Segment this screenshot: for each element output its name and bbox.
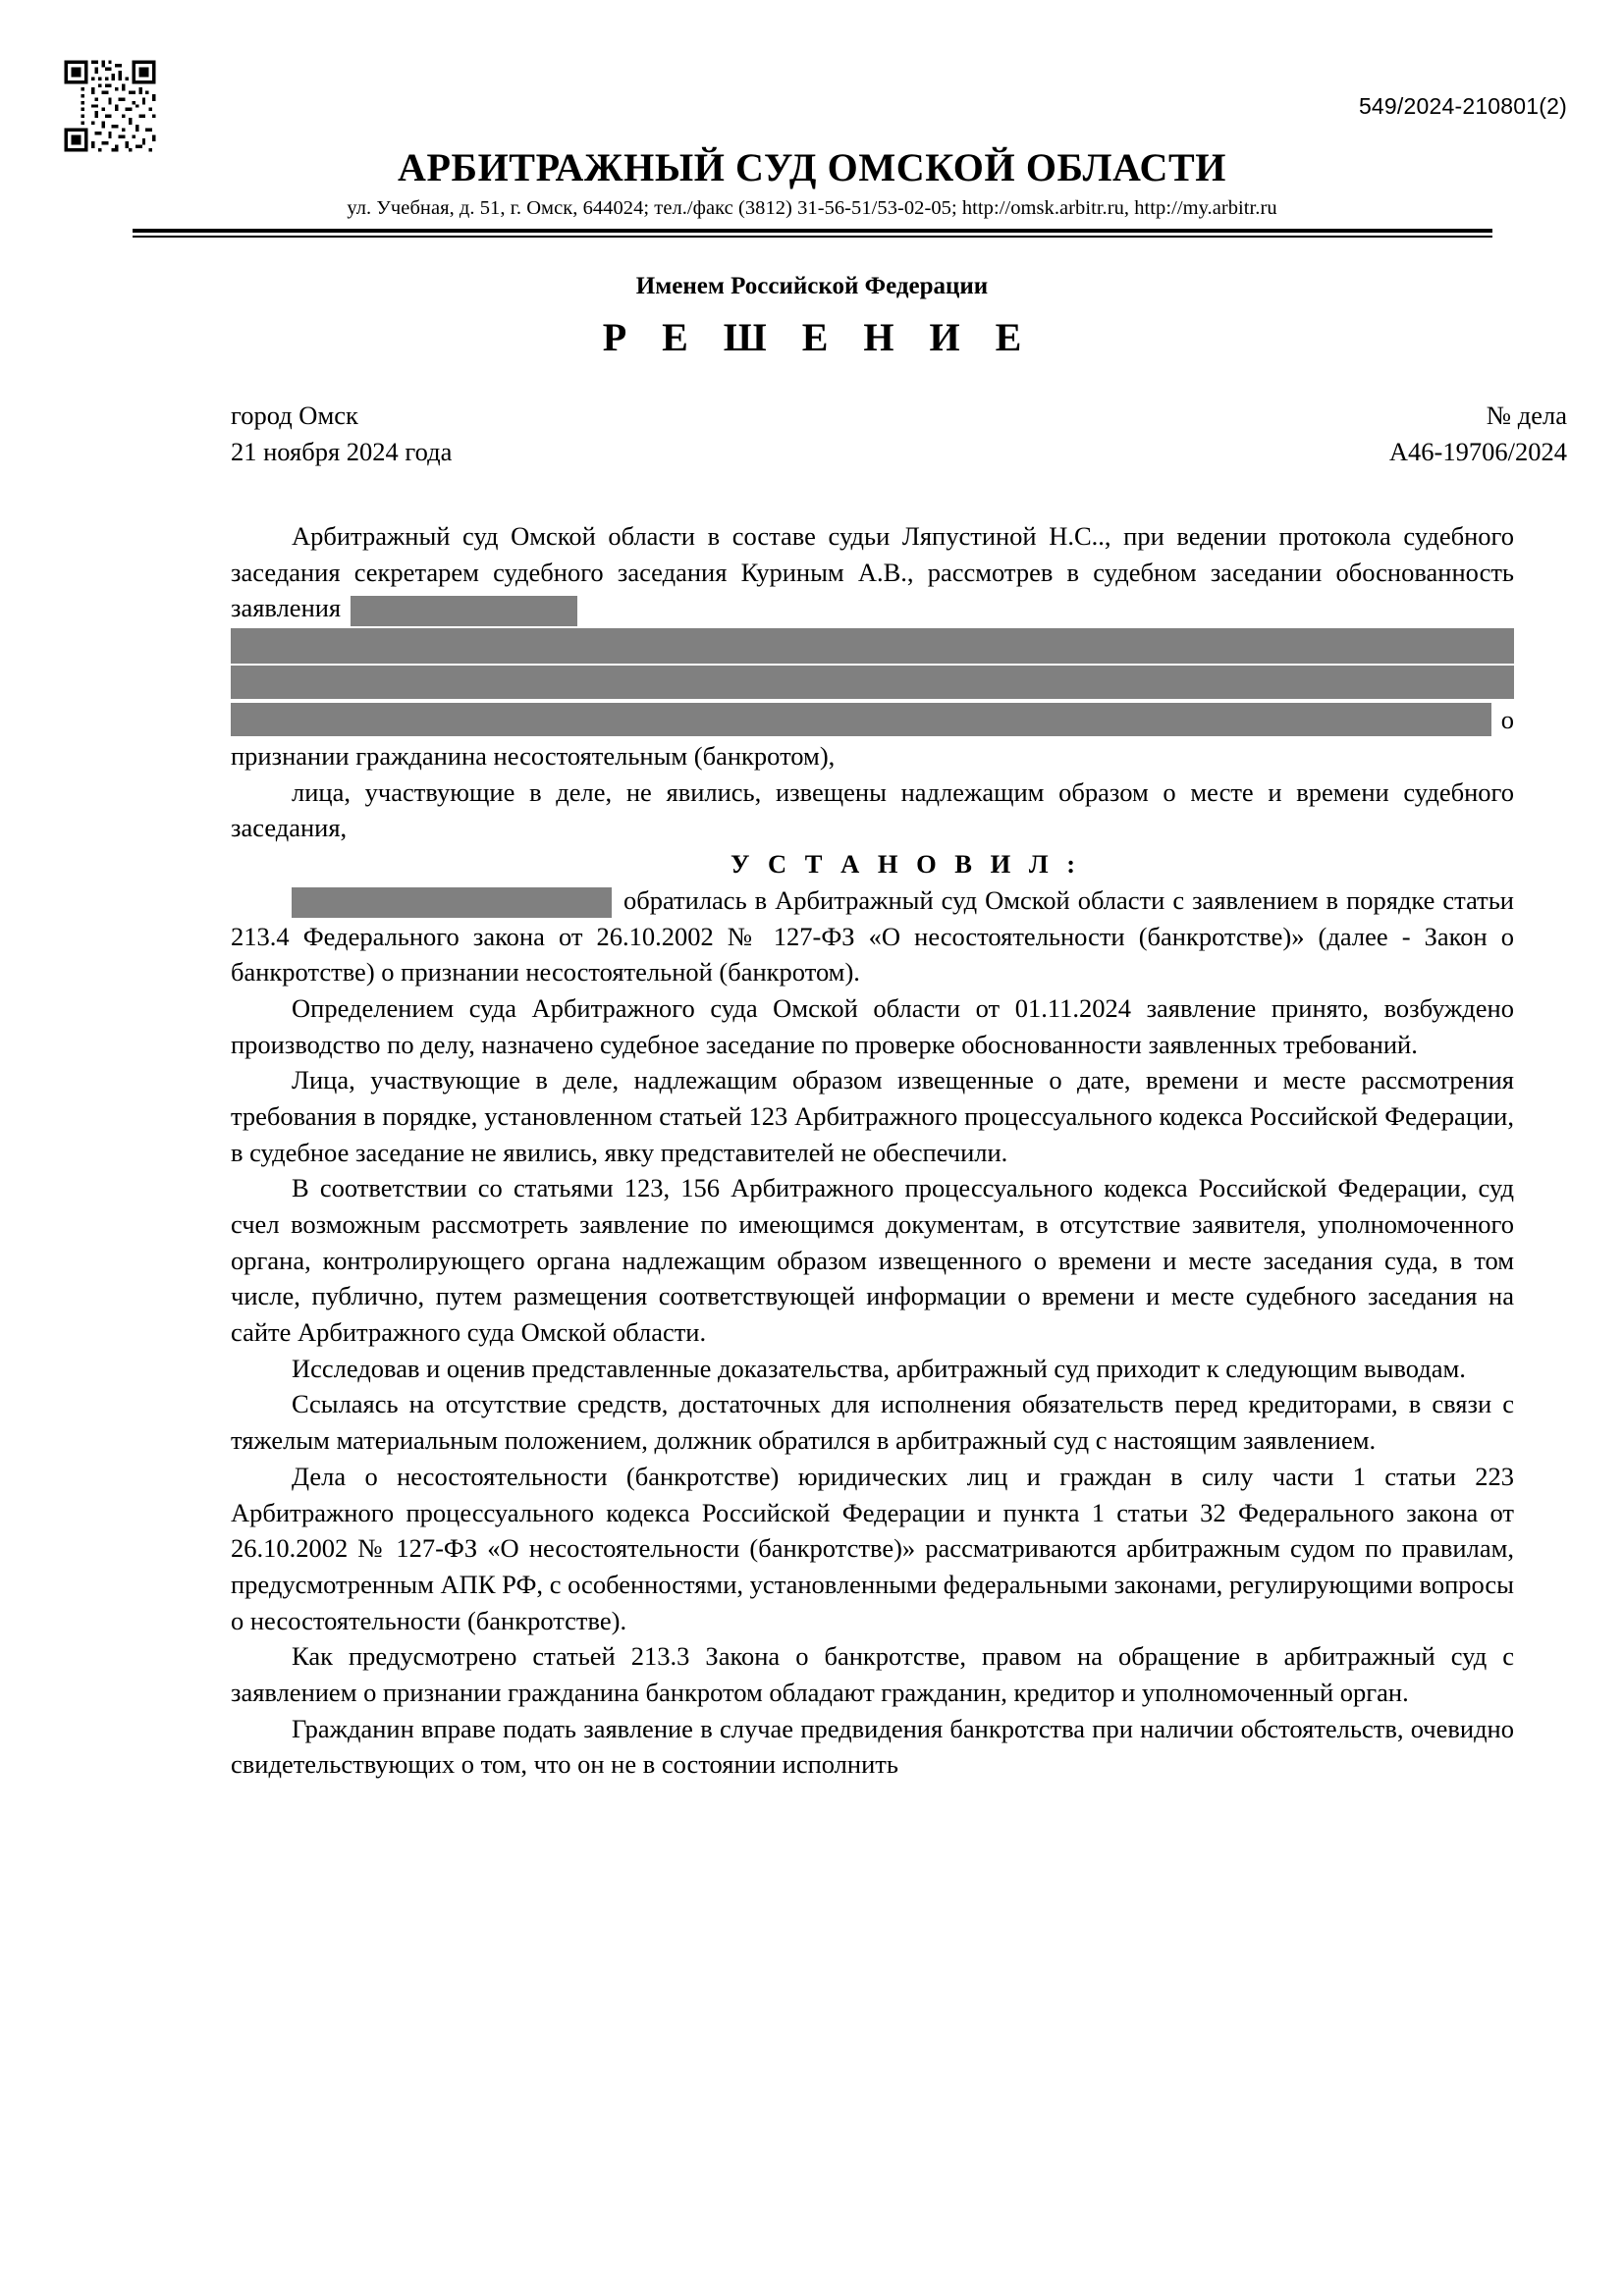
paragraph-opredelenie: Определением суда Арбитражного суда Омской области от 01.11.2024 заявление принято, возбуждено производство по делу, назначено судебное заседание по проверке обоснованности заявленных требований. (231, 992, 1514, 1059)
paragraph-citizen-right-to-file: Гражданин вправе подать заявление в случае предвидения банкротства при наличии обстоятельств, очевидно свидетельствующих о том, что он не в состоянии исполнить (231, 1713, 1514, 1780)
paragraph-persons-notified: Лица, участвующие в деле, надлежащим образом извещенные о дате, времени и месте рассмотрения требования в порядке, установленном статьей 123 Арбитражного процессуального кодекса Российской Федерации, в судебное заседание не явились, явку представителей не обеспечили. (231, 1065, 1514, 1167)
court-header (0, 145, 1624, 238)
paragraph-intro-continued: признании гражданина несостоятельным (банкротом), (231, 741, 836, 772)
paragraph-applicant (231, 882, 1514, 990)
paragraph-having-examined: Исследовав и оценив представленные доказательства, арбитражный суд приходит к следующим выводам. (292, 1353, 1466, 1383)
paragraph-parties-absent: лица, участвующие в деле, не явились, извещены надлежащим образом о месте и времени судебного заседания, (231, 776, 1514, 843)
redaction-bar (231, 666, 1514, 699)
case-label: № дела (1486, 400, 1567, 430)
paragraph-applicant-text: обратилась в Арбитражный суд Омской области с заявлением в порядке статьи 213.4 Федерального закона от 26.10.2002 № 127-ФЗ «О несостоятельности (банкротстве)» (далее - Закон о банкротстве) о признании несостоятельной (банкротом). (231, 884, 1514, 988)
section-heading-ustanovil: У С Т А Н О В И Л : (730, 849, 1082, 880)
redaction-bar (292, 887, 612, 918)
paragraph-referring-to-lack-of-funds: Ссылаясь на отсутствие средств, достаточных для исполнения обязательств перед кредиторами, в связи с тяжелым материальным положением, должник обратился в арбитражный суд с настоящим заявлением. (231, 1389, 1514, 1456)
qr-code-icon (61, 57, 159, 155)
paragraph-insolvency-cases: Дела о несостоятельности (банкротстве) юридических лиц и граждан в силу части 1 статьи 223 Арбитражного процессуального кодекса Российской Федерации и пункта 1 статьи 32 Федерального закона от 26.10.2002 № 127-ФЗ «О несостоятельности (банкротстве)» рассматриваются арбитражным судом по правилам, предусмотренным АПК РФ, с особенностями, установленными федеральными законами, регулирующими вопросы о несостоятельности (банкротстве). (231, 1461, 1514, 1635)
redaction-bar (351, 596, 577, 626)
decision-title-block (0, 273, 1624, 360)
court-name: АРБИТРАЖНЫЙ СУД ОМСКОЙ ОБЛАСТИ (398, 145, 1226, 189)
meta-row-city-case (231, 398, 1567, 434)
paragraph-intro (231, 518, 1514, 626)
meta-row-date-number (231, 434, 1567, 470)
document-body (231, 518, 1514, 1783)
paragraph-article-213-3: Как предусмотрено статьей 213.3 Закона о банкротстве, правом на обращение в арбитражный суд с заявлением о признании гражданина банкротом обладают гражданин, кредитор и уполномоченный орган. (231, 1641, 1514, 1707)
court-address: ул. Учебная, д. 51, г. Омск, 644024; тел./факс (3812) 31-56-51/53-02-05; http://omsk.arbitr.ru, http://my.arbitr.ru (347, 197, 1277, 219)
document-number: 549/2024-210801(2) (1358, 93, 1567, 119)
header-divider (133, 229, 1492, 238)
decision-meta (231, 398, 1567, 469)
page-topbar (0, 0, 1624, 167)
redaction-bar (231, 628, 1514, 664)
case-number: А46-19706/2024 (1388, 436, 1567, 466)
paragraph-in-accordance: В соответствии со статьями 123, 156 Арбитражного процессуального кодекса Российской Федерации, суд счел возможным рассмотреть заявление по имеющимся документам, в отсутствие заявителя, уполномоченного органа, контролирующего органа надлежащим образом извещенного о времени и месте заседания суда, в том числе, публично, путем размещения соответствующей информации о времени и месте судебного заседания на сайте Арбитражного суда Омской области. (231, 1173, 1514, 1348)
decision-heading: Р Е Ш Е Н И Е (602, 315, 1035, 359)
intro-tail-letter: о (1500, 704, 1514, 734)
redaction-bar (231, 703, 1491, 736)
decision-date: 21 ноября 2024 года (231, 436, 453, 466)
city-label: город Омск (231, 400, 358, 430)
redaction-row-with-tail (231, 701, 1514, 738)
in-name-of-russian-federation: Именем Российской Федерации (635, 273, 989, 299)
paragraph-intro-text: Арбитражный суд Омской области в составе судьи Ляпустиной Н.С.., при ведении протокола судебного заседания секретарем судебного заседания Куриным А.В., рассмотрев в судебном заседании обоснованность заявления (231, 521, 1514, 623)
